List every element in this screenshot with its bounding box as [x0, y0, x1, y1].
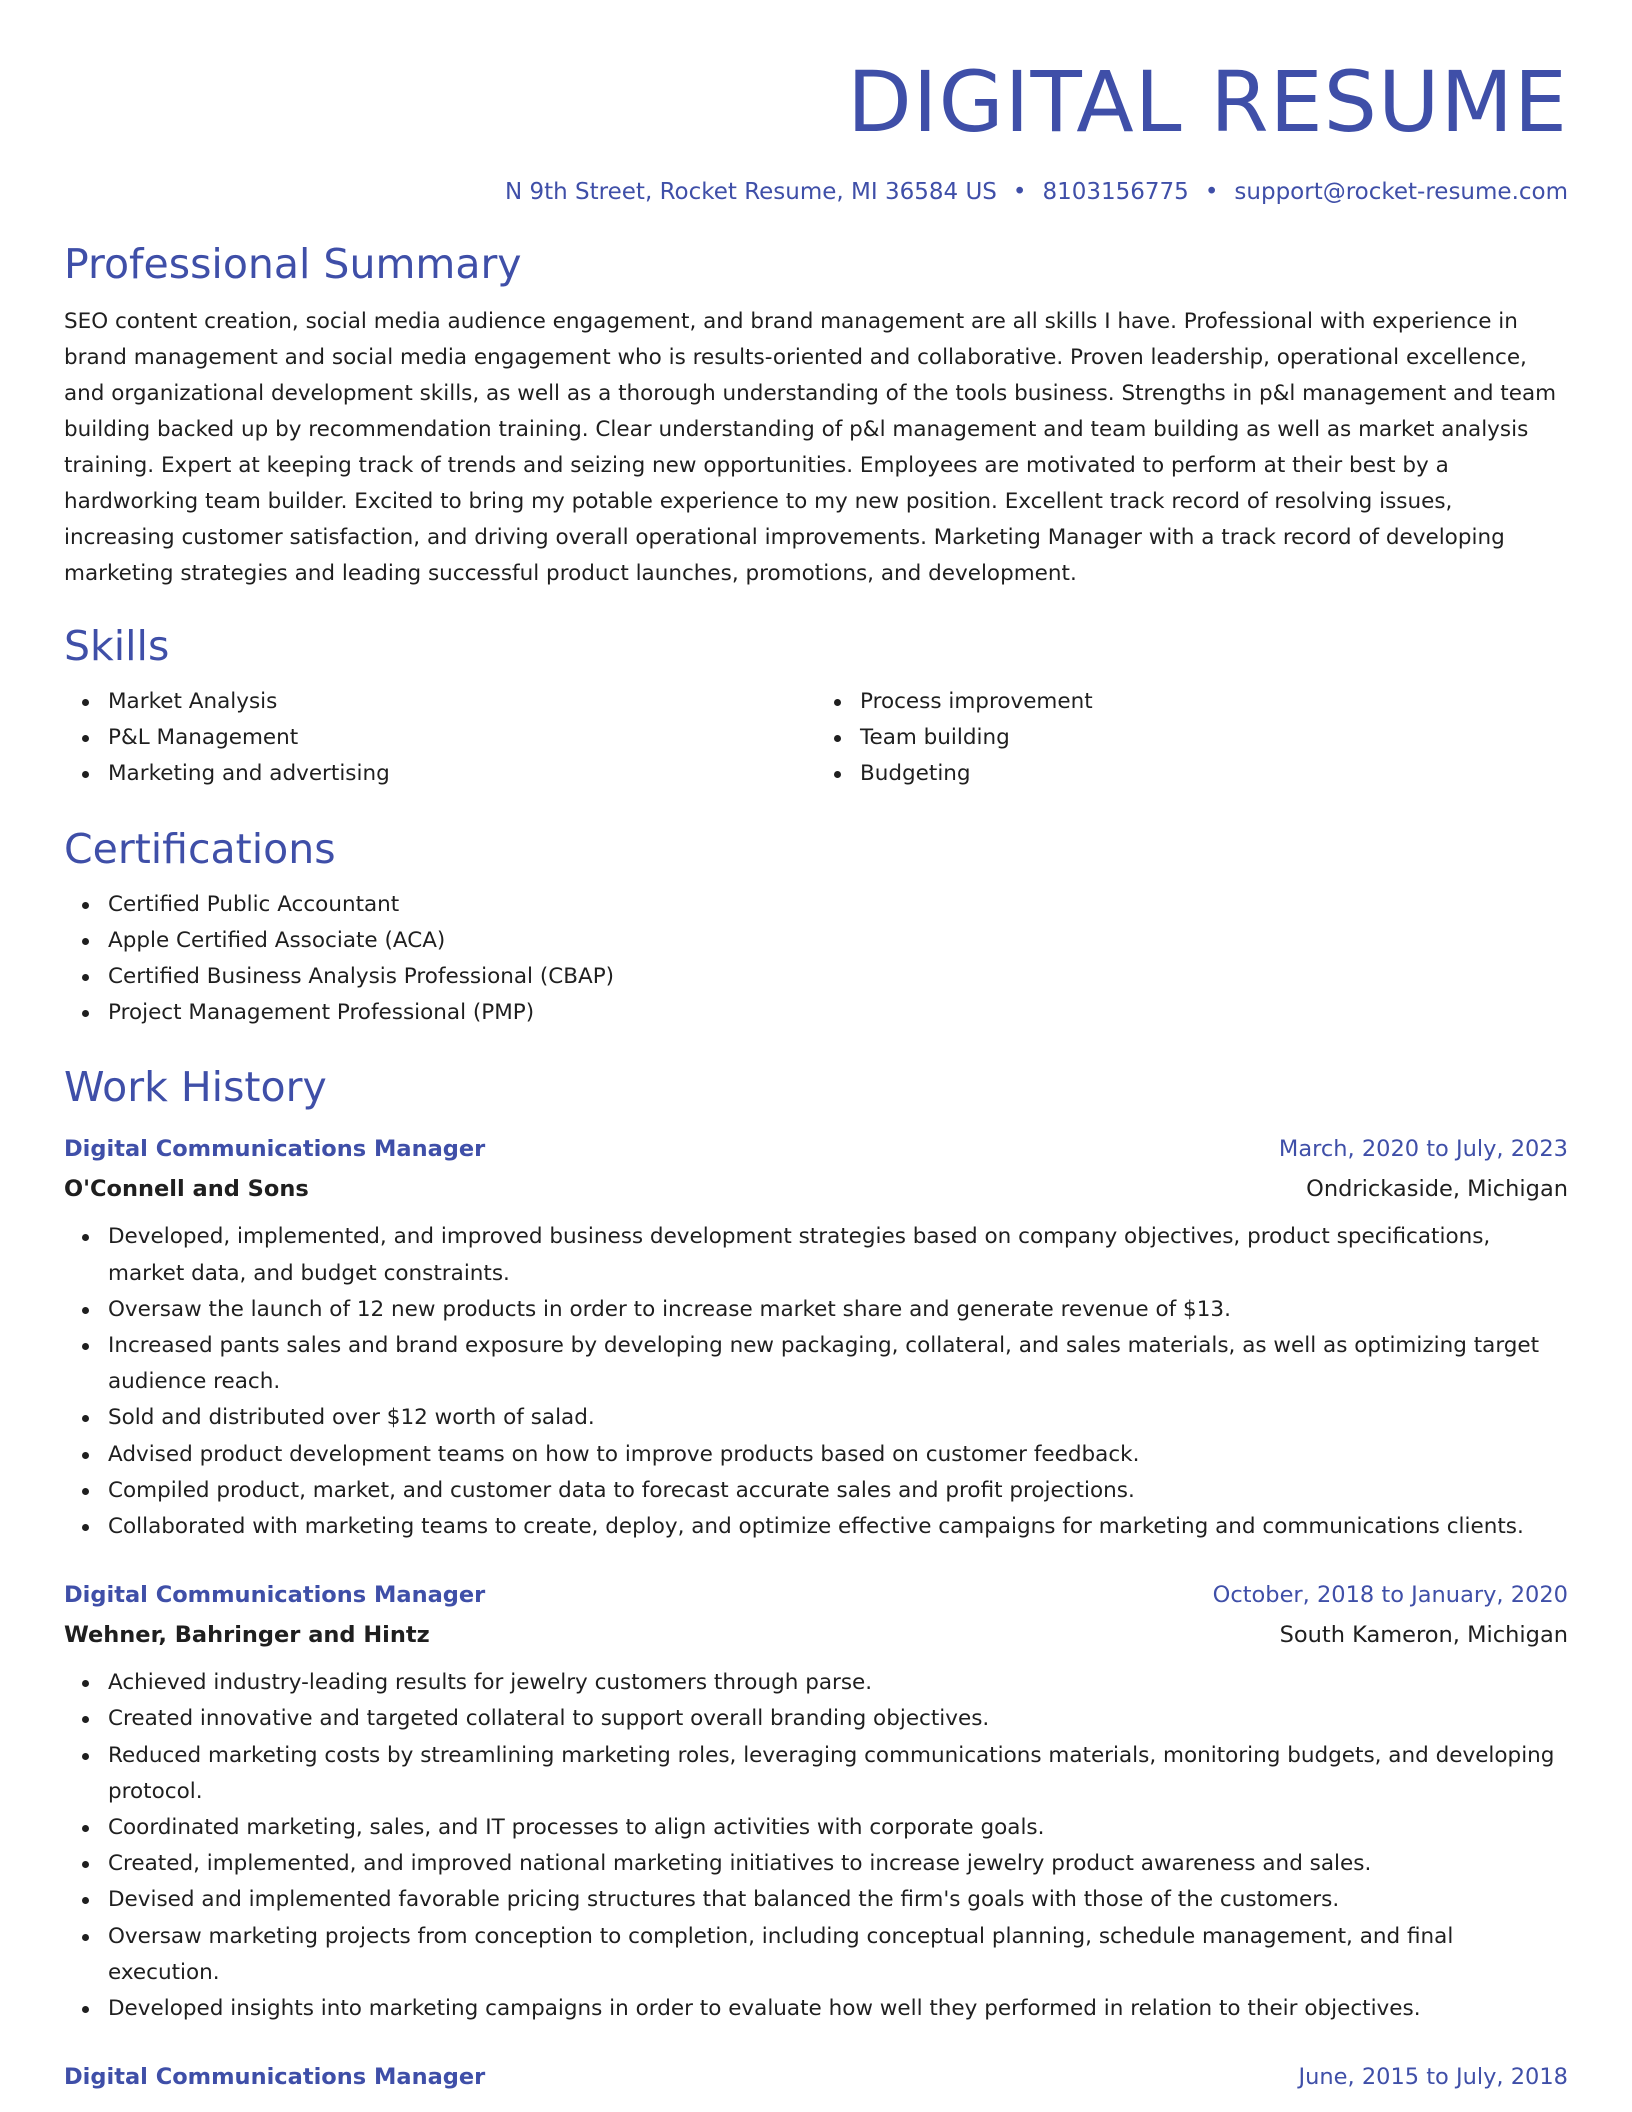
skill-item: Market Analysis: [108, 684, 816, 720]
work-history-section: [64, 1061, 1568, 2097]
work-history-heading: Work History: [64, 1063, 327, 1112]
certifications-heading: Certifications: [64, 824, 336, 873]
contact-separator: •: [1204, 179, 1219, 205]
skill-item: Process improvement: [860, 684, 1568, 720]
job-bullet: Oversaw marketing projects from conception to completion, including conceptual planning, schedule management, and final execution.: [108, 1919, 1568, 1991]
job-title-row: [64, 1575, 1568, 1615]
job-bullet: Increased pants sales and brand exposure by developing new packaging, collateral, and sales materials, as well as optimizing target audience reach.: [108, 1328, 1568, 1400]
job-dates: October, 2018 to January, 2020: [1212, 1582, 1568, 1609]
job-company-row: [64, 1615, 1568, 1655]
job-title-row: [64, 1129, 1568, 1169]
job-title: Digital Communications Manager: [64, 1136, 486, 1163]
summary-section: [64, 238, 1568, 592]
contact-email: support@rocket-resume.com: [1234, 179, 1568, 205]
job-entry: [64, 2057, 1568, 2097]
job-bullet: Created innovative and targeted collateral to support overall branding objectives.: [108, 1701, 1568, 1737]
job-dates: June, 2015 to July, 2018: [1298, 2064, 1568, 2091]
job-dates: March, 2020 to July, 2023: [1278, 1136, 1568, 1163]
certifications-section: [64, 823, 1568, 1032]
skill-item: Budgeting: [860, 756, 1568, 792]
job-bullet: Developed, implemented, and improved business development strategies based on company objectives, product specifications, market data, and budget constraints.: [108, 1219, 1568, 1291]
summary-heading: Professional Summary: [64, 240, 522, 288]
skill-item: P&L Management: [108, 720, 816, 756]
skills-right-list: [816, 684, 1568, 793]
contact-line: [64, 176, 1568, 208]
skill-item: Marketing and advertising: [108, 756, 816, 792]
certification-item: Certified Public Accountant: [108, 887, 1568, 923]
certification-item: Project Management Professional (PMP): [108, 995, 1568, 1031]
certification-item: Apple Certified Associate (ACA): [108, 923, 1568, 959]
job-company-row: [64, 1169, 1568, 1209]
job-title: Digital Communications Manager: [64, 1582, 486, 1609]
contact-separator: •: [1012, 179, 1027, 205]
job-bullet: Sold and distributed over $12 worth of salad.: [108, 1400, 1568, 1436]
skills-grid: [64, 684, 1568, 793]
contact-address: N 9th Street, Rocket Resume, MI 36584 US: [505, 179, 997, 205]
resume-header: [64, 0, 1568, 208]
job-bullets: [64, 1665, 1568, 2027]
job-title-row: [64, 2057, 1568, 2097]
skills-section: [64, 620, 1568, 793]
skills-left-list: [64, 684, 816, 793]
job-title: Digital Communications Manager: [64, 2064, 486, 2091]
job-entry: [64, 1129, 1568, 1545]
resume-name: DIGITAL RESUME: [847, 53, 1568, 151]
job-bullet: Developed insights into marketing campaigns in order to evaluate how well they performed in relation to their objectives.: [108, 1991, 1568, 2027]
certification-item: Certified Business Analysis Professional (CBAP): [108, 959, 1568, 995]
job-bullet: Collaborated with marketing teams to create, deploy, and optimize effective campaigns for marketing and communications clients.: [108, 1509, 1568, 1545]
job-entry: [64, 1575, 1568, 2027]
skills-heading: Skills: [64, 622, 170, 670]
job-bullet: Reduced marketing costs by streamlining marketing roles, leveraging communications materials, monitoring budgets, and developing protocol.: [108, 1738, 1568, 1810]
skill-item: Team building: [860, 720, 1568, 756]
job-bullet: Coordinated marketing, sales, and IT processes to align activities with corporate goals.: [108, 1810, 1568, 1846]
job-bullet: Advised product development teams on how to improve products based on customer feedback.: [108, 1437, 1568, 1473]
job-company: O'Connell and Sons: [64, 1176, 309, 1203]
job-company: Wehner, Bahringer and Hintz: [64, 1622, 430, 1649]
job-location: South Kameron, Michigan: [1279, 1622, 1568, 1649]
summary-text: SEO content creation, social media audience engagement, and brand management are all skills I have. Professional with experience in brand management and social media engagement who is results-oriented and collaborative. Proven leadership, operational excellence, and organizational development skills, as well as a thorough understanding of the tools business. Strengths in p&l management and team building backed up by recommendation training. Clear understanding of p&l management and team building as well as market analysis training. Expert at keeping track of trends and seizing new opportunities. Employees are motivated to perform at their best by a hardworking team builder. Excited to bring my potable experience to my new position. Excellent track record of resolving issues, increasing customer satisfaction, and driving overall operational improvements. Marketing Manager with a track record of developing marketing strategies and leading successful product launches, promotions, and development.: [64, 309, 1557, 586]
job-bullet: Devised and implemented favorable pricing structures that balanced the firm's goals with those of the customers.: [108, 1882, 1568, 1918]
job-bullet: Achieved industry-leading results for jewelry customers through parse.: [108, 1665, 1568, 1701]
job-location: Ondrickaside, Michigan: [1306, 1176, 1568, 1203]
job-bullets: [64, 1219, 1568, 1545]
job-bullet: Created, implemented, and improved national marketing initiatives to increase jewelry product awareness and sales.: [108, 1846, 1568, 1882]
contact-phone: 8103156775: [1042, 179, 1189, 205]
job-bullet: Compiled product, market, and customer data to forecast accurate sales and profit projections.: [108, 1473, 1568, 1509]
certifications-list: [64, 887, 1568, 1032]
job-bullet: Oversaw the launch of 12 new products in order to increase market share and generate revenue of $13.: [108, 1292, 1568, 1328]
